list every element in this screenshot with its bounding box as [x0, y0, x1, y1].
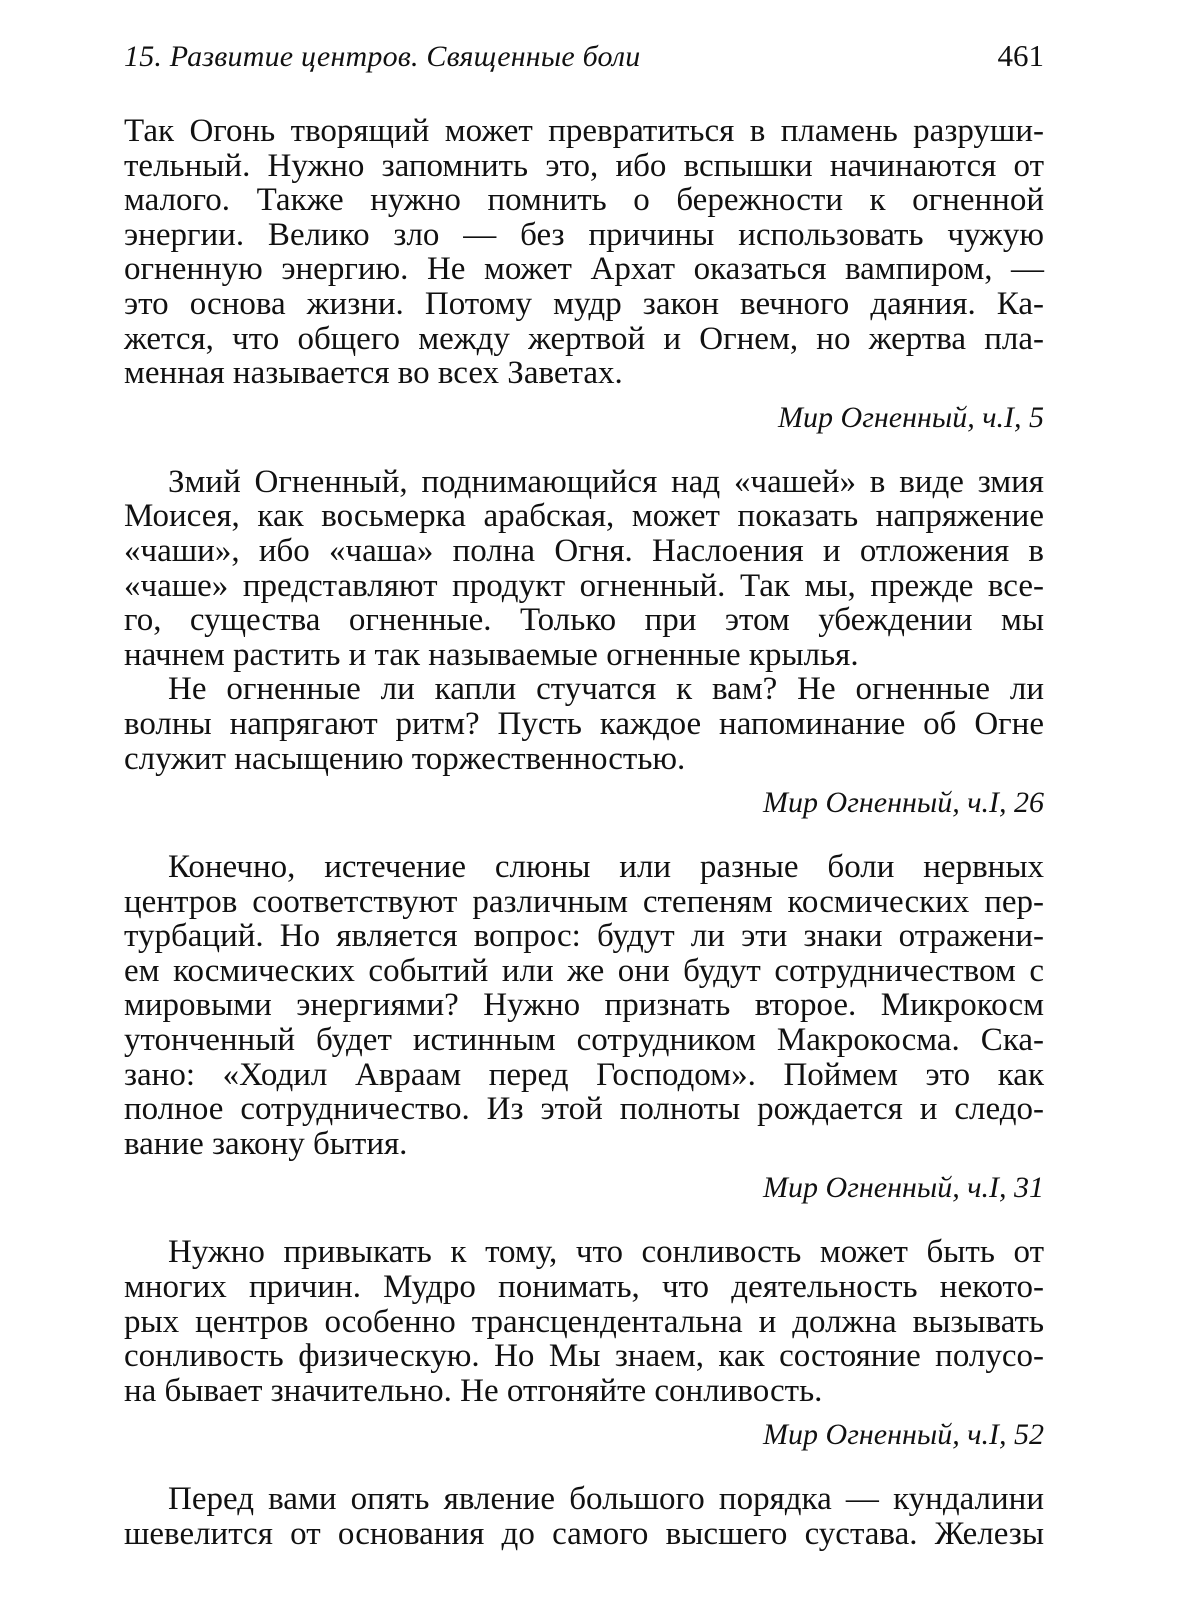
text-line: менная называется во всех Заветах.: [124, 355, 623, 392]
text-line: полное сотрудничество. Из этой полноты рождается и следо-: [124, 1091, 1044, 1128]
text-line: Моисея, как восьмерка арабская, может показать напряжение: [124, 498, 1044, 535]
text-section: [124, 850, 1044, 1205]
text-line: Нужно привыкать к тому, что сонливость может быть от: [168, 1234, 1044, 1271]
paragraph: [124, 850, 1044, 1161]
text-line: Конечно, истечение слюны или разные боли нервных: [168, 849, 1044, 886]
text-line: многих причин. Мудро понимать, что деятельность некото-: [124, 1269, 1044, 1306]
book-page: [124, 38, 1044, 1552]
text-line: мировыми энергиями? Нужно признать второе. Микрокосм: [124, 987, 1044, 1024]
text-line: утонченный будет истинным сотрудником Макрокосма. Ска-: [124, 1022, 1044, 1059]
paragraph: [124, 465, 1044, 673]
text-line: зано: «Ходил Авраам перед Господом». Поймем это как: [124, 1056, 1044, 1093]
paragraph: [124, 1482, 1044, 1551]
text-section: [124, 114, 1044, 435]
text-line: «чаше» представляют продукт огненный. Так мы, прежде все-: [124, 567, 1044, 604]
paragraph: [124, 114, 1044, 391]
page-content: [124, 114, 1044, 1552]
paragraph: [124, 672, 1044, 776]
text-section: [124, 465, 1044, 820]
source-citation: Мир Огненный, ч.I, 31: [763, 1171, 1044, 1205]
text-line: огненную энергию. Не может Архат оказаться вампиром, —: [124, 251, 1044, 288]
text-section: [124, 1235, 1044, 1452]
text-line: начнем растить и так называемые огненные крылья.: [124, 636, 859, 673]
source-citation: Мир Огненный, ч.I, 5: [778, 400, 1044, 434]
text-line: ем космических событий или же они будут сотрудничеством с: [124, 952, 1044, 989]
text-line: Перед вами опять явление большого порядка — кундалини: [168, 1481, 1044, 1518]
running-title: 15. Развитие центров. Священные боли: [124, 40, 641, 73]
source-citation: Мир Огненный, ч.I, 52: [763, 1418, 1044, 1452]
text-section: [124, 1482, 1044, 1551]
text-line: это основа жизни. Потому мудр закон вечного даяния. Ка-: [124, 285, 1044, 322]
text-line: центров соответствуют различным степеням космических пер-: [124, 883, 1044, 920]
text-line: го, существа огненные. Только при этом убеждении мы: [124, 602, 1044, 639]
text-line: малого. Также нужно помнить о бережности к огненной: [124, 182, 1044, 219]
text-line: Не огненные ли капли стучатся к вам? Не огненные ли: [168, 671, 1044, 708]
text-line: Змий Огненный, поднимающийся над «чашей» в виде змия: [168, 463, 1044, 500]
text-line: тельный. Нужно запомнить это, ибо вспышки начинаются от: [124, 147, 1044, 184]
text-line: волны напрягают ритм? Пусть каждое напоминание об Огне: [124, 705, 1044, 742]
text-line: энергии. Велико зло — без причины использовать чужую: [124, 216, 1044, 253]
text-line: служит насыщению торжественностью.: [124, 740, 686, 777]
text-line: Так Огонь творящий может превратиться в пламень разруши-: [124, 113, 1044, 149]
text-line: рых центров особенно трансцендентальна и должна вызывать: [124, 1303, 1044, 1340]
text-line: сонливость физическую. Но Мы знаем, как состояние полусо-: [124, 1338, 1044, 1375]
text-line: турбаций. Но является вопрос: будут ли эти знаки отражени-: [124, 918, 1044, 955]
paragraph: [124, 1235, 1044, 1408]
text-line: вание закону бытия.: [124, 1125, 408, 1162]
text-line: жется, что общего между жертвой и Огнем, но жертва пла-: [124, 320, 1044, 357]
text-line: «чаши», ибо «чаша» полна Огня. Наслоения и отложения в: [124, 532, 1044, 569]
running-head: [124, 38, 1044, 82]
source-citation: Мир Огненный, ч.I, 26: [763, 786, 1044, 820]
text-line: на бывает значительно. Не отгоняйте сонливость.: [124, 1372, 823, 1409]
page-number: 461: [997, 38, 1044, 73]
text-line: шевелится от основания до самого высшего сустава. Железы: [124, 1516, 1044, 1552]
